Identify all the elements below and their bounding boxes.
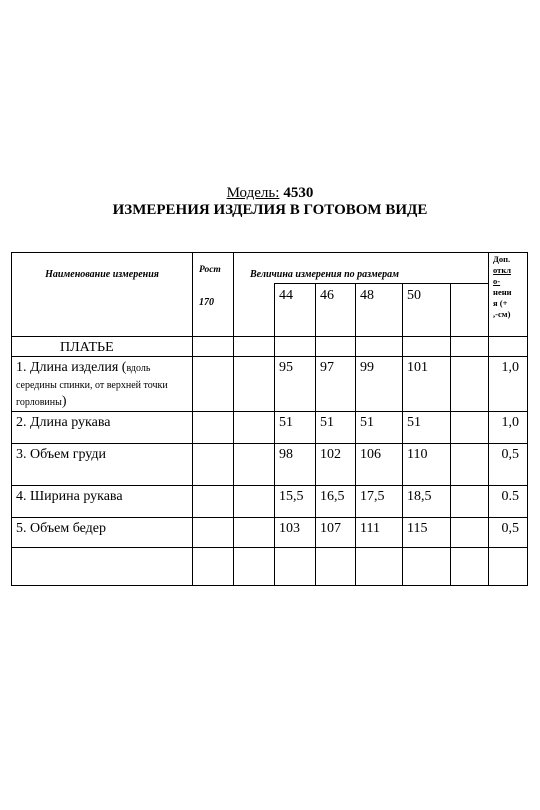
value-cell: 103 bbox=[275, 518, 316, 548]
size-cell: 46 bbox=[316, 284, 356, 337]
tolerance-cell: 1,0 bbox=[489, 357, 528, 412]
size-cell: 44 bbox=[275, 284, 316, 337]
tolerance-cell: 0,5 bbox=[489, 518, 528, 548]
size-cell: 48 bbox=[356, 284, 403, 337]
value-cell: 111 bbox=[356, 518, 403, 548]
value-cell bbox=[451, 357, 489, 412]
value-cell: 107 bbox=[316, 518, 356, 548]
value-cell: 98 bbox=[275, 444, 316, 486]
header-name-cell bbox=[12, 253, 193, 337]
value-cell: 18,5 bbox=[403, 486, 451, 518]
row-name: 2. Длина рукава bbox=[12, 412, 193, 444]
value-cell: 106 bbox=[356, 444, 403, 486]
value-cell: 15,5 bbox=[275, 486, 316, 518]
value-cell: 51 bbox=[356, 412, 403, 444]
tol-line-4: нени bbox=[493, 287, 512, 297]
row-name: 4. Ширина рукава bbox=[12, 486, 193, 518]
model-number: 4530 bbox=[283, 185, 314, 201]
size-cell bbox=[451, 284, 489, 337]
header-values-label: Величина измерения по размерам bbox=[234, 253, 489, 284]
row-note: вдоль середины спинки, от верхней точки горловины bbox=[16, 363, 168, 408]
value-cell: 17,5 bbox=[356, 486, 403, 518]
rost-cell bbox=[193, 357, 234, 412]
tol-line-5: я (+ bbox=[493, 298, 508, 308]
header-row bbox=[12, 253, 528, 284]
row-name: 3. Объем груди bbox=[12, 444, 193, 486]
blank-cell bbox=[234, 518, 275, 548]
row-note-open: ( bbox=[118, 360, 127, 375]
value-cell: 115 bbox=[403, 518, 451, 548]
row-note-close: ) bbox=[61, 394, 67, 409]
value-cell: 99 bbox=[356, 357, 403, 412]
value-cell: 51 bbox=[403, 412, 451, 444]
rost-cell bbox=[193, 412, 234, 444]
value-cell: 97 bbox=[316, 357, 356, 412]
blank-cell bbox=[234, 357, 275, 412]
model-line bbox=[0, 184, 540, 202]
tol-line-6: ,-см) bbox=[493, 309, 511, 319]
row-name: 5. Объем бедер bbox=[12, 518, 193, 548]
header-name-label: Наименование измерения bbox=[45, 269, 159, 280]
rost-cell bbox=[193, 486, 234, 518]
header-rost-cell bbox=[193, 253, 234, 337]
table-row bbox=[12, 444, 528, 486]
table-row bbox=[12, 518, 528, 548]
tol-line-1: Доп. bbox=[493, 254, 511, 264]
value-cell: 110 bbox=[403, 444, 451, 486]
header-rost-value: 170 bbox=[199, 297, 214, 308]
tolerance-cell: 0.5 bbox=[489, 486, 528, 518]
row-name-text: 1. Длина изделия bbox=[16, 360, 119, 375]
section-row bbox=[12, 337, 528, 357]
value-cell bbox=[451, 518, 489, 548]
model-label: Модель: bbox=[226, 185, 280, 201]
rost-cell bbox=[193, 518, 234, 548]
value-cell bbox=[451, 486, 489, 518]
value-cell bbox=[451, 412, 489, 444]
table-row bbox=[12, 412, 528, 444]
size-blank-cell bbox=[234, 284, 275, 337]
value-cell: 51 bbox=[316, 412, 356, 444]
value-cell bbox=[451, 444, 489, 486]
tol-line-3: о- bbox=[493, 276, 501, 286]
header-tolerance-cell bbox=[489, 253, 528, 337]
rost-cell bbox=[193, 444, 234, 486]
tolerance-cell: 0,5 bbox=[489, 444, 528, 486]
empty-row bbox=[12, 548, 528, 586]
row-name bbox=[12, 357, 193, 412]
value-cell: 51 bbox=[275, 412, 316, 444]
value-cell: 95 bbox=[275, 357, 316, 412]
document-title: ИЗМЕРЕНИЯ ИЗДЕЛИЯ В ГОТОВОМ ВИДЕ bbox=[112, 202, 428, 218]
value-cell: 102 bbox=[316, 444, 356, 486]
section-label: ПЛАТЬЕ bbox=[12, 337, 193, 357]
header-rost-label: Рост bbox=[199, 265, 221, 275]
table-row bbox=[12, 357, 528, 412]
size-cell: 50 bbox=[403, 284, 451, 337]
table-row bbox=[12, 486, 528, 518]
tolerance-cell: 1,0 bbox=[489, 412, 528, 444]
blank-cell bbox=[234, 412, 275, 444]
value-cell: 101 bbox=[403, 357, 451, 412]
value-cell: 16,5 bbox=[316, 486, 356, 518]
blank-cell bbox=[234, 486, 275, 518]
tol-line-2: откл bbox=[493, 265, 512, 275]
measurements-table bbox=[11, 252, 528, 586]
blank-cell bbox=[234, 444, 275, 486]
